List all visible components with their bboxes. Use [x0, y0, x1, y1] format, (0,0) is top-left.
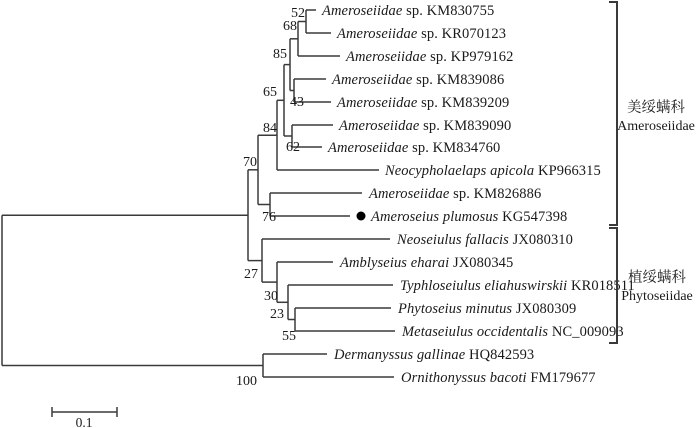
bootstrap-value-70: 70 — [243, 155, 257, 170]
bootstrap-value-65: 65 — [263, 85, 277, 100]
clade-bracket-ameroseiidae — [609, 2, 617, 225]
bootstrap-value-55: 55 — [282, 329, 296, 344]
family-label-latin-ameroseiidae: Ameroseiidae — [617, 119, 695, 134]
taxon-label-14: Phytoseius minutus JX080309 — [398, 301, 577, 317]
taxon-label-10: Ameroseius plumosus KG547398 — [371, 209, 568, 225]
bootstrap-value-27: 27 — [244, 267, 258, 282]
bootstrap-value-23: 23 — [270, 307, 284, 322]
new-sequence-dot-marker — [357, 212, 366, 221]
taxon-label-2: Ameroseiidae sp. KR070123 — [337, 26, 507, 42]
bootstrap-value-84: 84 — [263, 121, 277, 136]
tree-branches — [2, 10, 395, 377]
taxon-label-1: Ameroseiidae sp. KM830755 — [322, 3, 495, 19]
family-brackets — [609, 2, 695, 343]
bootstrap-value-52: 52 — [291, 6, 305, 21]
bootstrap-value-62: 62 — [286, 140, 300, 155]
taxon-label-16: Dermanyssus gallinae HQ842593 — [334, 347, 535, 363]
taxon-label-5: Ameroseiidae sp. KM839209 — [337, 95, 510, 111]
bootstrap-value-100: 100 — [236, 374, 257, 389]
taxon-label-4: Ameroseiidae sp. KM839086 — [332, 72, 505, 88]
bootstrap-value-43: 43 — [290, 95, 304, 110]
family-label-zh-ameroseiidae: 美绥螨科 — [627, 100, 685, 116]
scale-bar-label: 0.1 — [75, 415, 93, 428]
bootstrap-value-68: 68 — [283, 19, 297, 34]
taxon-label-13: Typhloseiulus eliahuswirskii KR018511 — [400, 278, 635, 294]
taxon-label-6: Ameroseiidae sp. KM839090 — [339, 118, 512, 134]
taxon-label-3: Ameroseiidae sp. KP979162 — [346, 49, 514, 65]
taxon-label-9: Ameroseiidae sp. KM826886 — [369, 186, 542, 202]
taxon-label-8: Neocypholaelaps apicola KP966315 — [385, 163, 601, 179]
taxon-label-15: Metaseiulus occidentalis NC_009093 — [402, 324, 624, 340]
bootstrap-value-85: 85 — [273, 47, 287, 62]
family-label-zh-phytoseiidae: 植绥螨科 — [628, 270, 686, 286]
taxon-labels — [321, 3, 635, 386]
taxon-label-12: Amblyseius eharai JX080345 — [340, 255, 514, 271]
scale-bar — [52, 407, 117, 428]
family-label-latin-phytoseiidae: Phytoseiidae — [621, 289, 693, 304]
bootstrap-value-76: 76 — [262, 210, 276, 225]
taxon-label-7: Ameroseiidae sp. KM834760 — [328, 140, 501, 156]
taxon-label-11: Neoseiulus fallacis JX080310 — [397, 232, 573, 248]
taxon-label-17: Ornithonyssus bacoti FM179677 — [401, 370, 596, 386]
bootstrap-value-30: 30 — [264, 289, 278, 304]
